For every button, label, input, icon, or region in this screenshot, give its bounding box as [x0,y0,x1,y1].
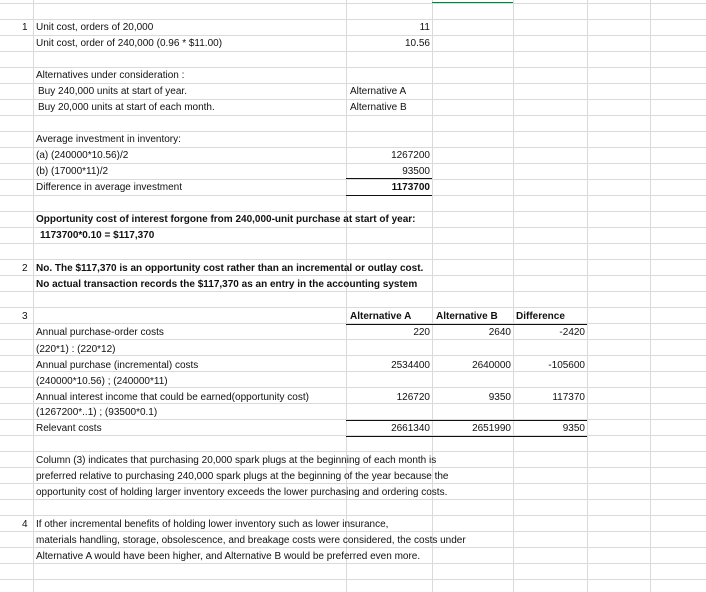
alternatives-heading: Alternatives under consideration : [36,70,185,81]
unit-cost-20000-label: Unit cost, orders of 20,000 [36,22,154,33]
average-investment-a-label: (a) (240000*10.56)/2 [36,150,129,161]
table-cell-diff[interactable]: 117370 [552,392,585,403]
table-cell-a[interactable]: 126720 [396,392,430,403]
row-divider [0,307,706,308]
column-divider [650,0,651,592]
column-divider [346,0,347,592]
relevant-costs-diff[interactable]: 9350 [562,423,585,434]
answer-2-line-1: No. The $117,370 is an opportunity cost rather than an incremental or outlay cost. [36,263,424,274]
conclusion-line: preferred relative to purchasing 240,000 spark plugs at the beginning of the year because the [36,471,449,482]
row-divider [0,115,706,116]
opportunity-cost-calculation: 1173700*0.10 = $117,370 [40,230,155,241]
relevant-costs-a[interactable]: 2661340 [391,423,430,434]
table-row-label: Annual purchase-order costs [36,327,164,338]
answer-4-line: materials handling, storage, obsolescence, and breakage costs were considered, the costs under [36,535,466,546]
average-investment-b-value[interactable]: 93500 [402,166,430,177]
table-row-formula: (240000*10.56) ; (240000*11) [36,376,168,387]
column-divider [33,0,34,592]
table-row-label: Annual interest income that could be earned(opportunity cost) [36,392,309,403]
conclusion-line: opportunity cost of holding larger inventory exceeds the lower purchasing and ordering costs. [36,487,448,498]
table-row-formula: (1267200*..1) ; (93500*0.1) [36,407,158,418]
table-cell-b[interactable]: 2640 [488,327,511,338]
table-cell-a[interactable]: 220 [413,327,430,338]
column-header-alternative-a: Alternative A [350,311,412,322]
column-header-alternative-b: Alternative B [436,311,498,322]
row-divider [0,515,706,516]
alternative-a-description: Buy 240,000 units at start of year. [38,86,187,97]
conclusion-line: Column (3) indicates that purchasing 20,000 spark plugs at the beginning of each month is [36,455,437,466]
column-header-difference: Difference [516,311,565,322]
sum-underline [346,178,432,179]
answer-2-line-2: No actual transaction records the $117,370 as an entry in the accounting system [36,279,418,290]
table-cell-a[interactable]: 2534400 [391,360,430,371]
answer-4-line: If other incremental benefits of holding lower inventory such as lower insurance, [36,519,389,530]
row-number: 1 [22,22,28,33]
unit-cost-240000-label: Unit cost, order of 240,000 (0.96 * $11.00) [36,38,223,49]
total-underline [346,195,432,196]
unit-cost-240000-value[interactable]: 10.56 [404,38,430,49]
table-row-label: Annual purchase (incremental) costs [36,360,199,371]
table-cell-b[interactable]: 9350 [488,392,511,403]
opportunity-cost-heading: Opportunity cost of interest forgone from 240,000-unit purchase at start of year: [36,214,416,225]
alternative-b-name[interactable]: Alternative B [350,102,407,113]
column-divider [587,0,588,592]
table-row-formula: (220*1) : (220*12) [36,344,116,355]
column-divider [513,0,514,592]
column-divider [432,0,433,592]
row-divider [0,259,706,260]
unit-cost-20000-value[interactable]: 11 [419,22,430,33]
difference-label: Difference in average investment [36,182,183,193]
answer-4-line: Alternative A would have been higher, and Alternative B would be preferred even more. [36,551,421,562]
alternative-a-name[interactable]: Alternative A [350,86,407,97]
row-number: 4 [22,519,28,530]
row-divider [0,3,706,4]
table-cell-b[interactable]: 2640000 [472,360,511,371]
average-investment-b-label: (b) (17000*11)/2 [36,166,109,177]
row-divider [0,579,706,580]
average-investment-heading: Average investment in inventory: [36,134,181,145]
row-divider [0,451,706,452]
row-number: 2 [22,263,28,274]
difference-value[interactable]: 1173700 [391,182,430,193]
row-divider [0,243,706,244]
totals-double-underline [346,436,587,437]
row-divider [0,51,706,52]
relevant-costs-label: Relevant costs [36,423,102,434]
relevant-costs-b[interactable]: 2651990 [472,423,511,434]
row-number: 3 [22,311,28,322]
table-cell-diff[interactable]: -105600 [548,360,585,371]
alternative-b-description: Buy 20,000 units at start of each month. [38,102,215,113]
average-investment-a-value[interactable]: 1267200 [391,150,430,161]
table-cell-diff[interactable]: -2420 [559,327,585,338]
